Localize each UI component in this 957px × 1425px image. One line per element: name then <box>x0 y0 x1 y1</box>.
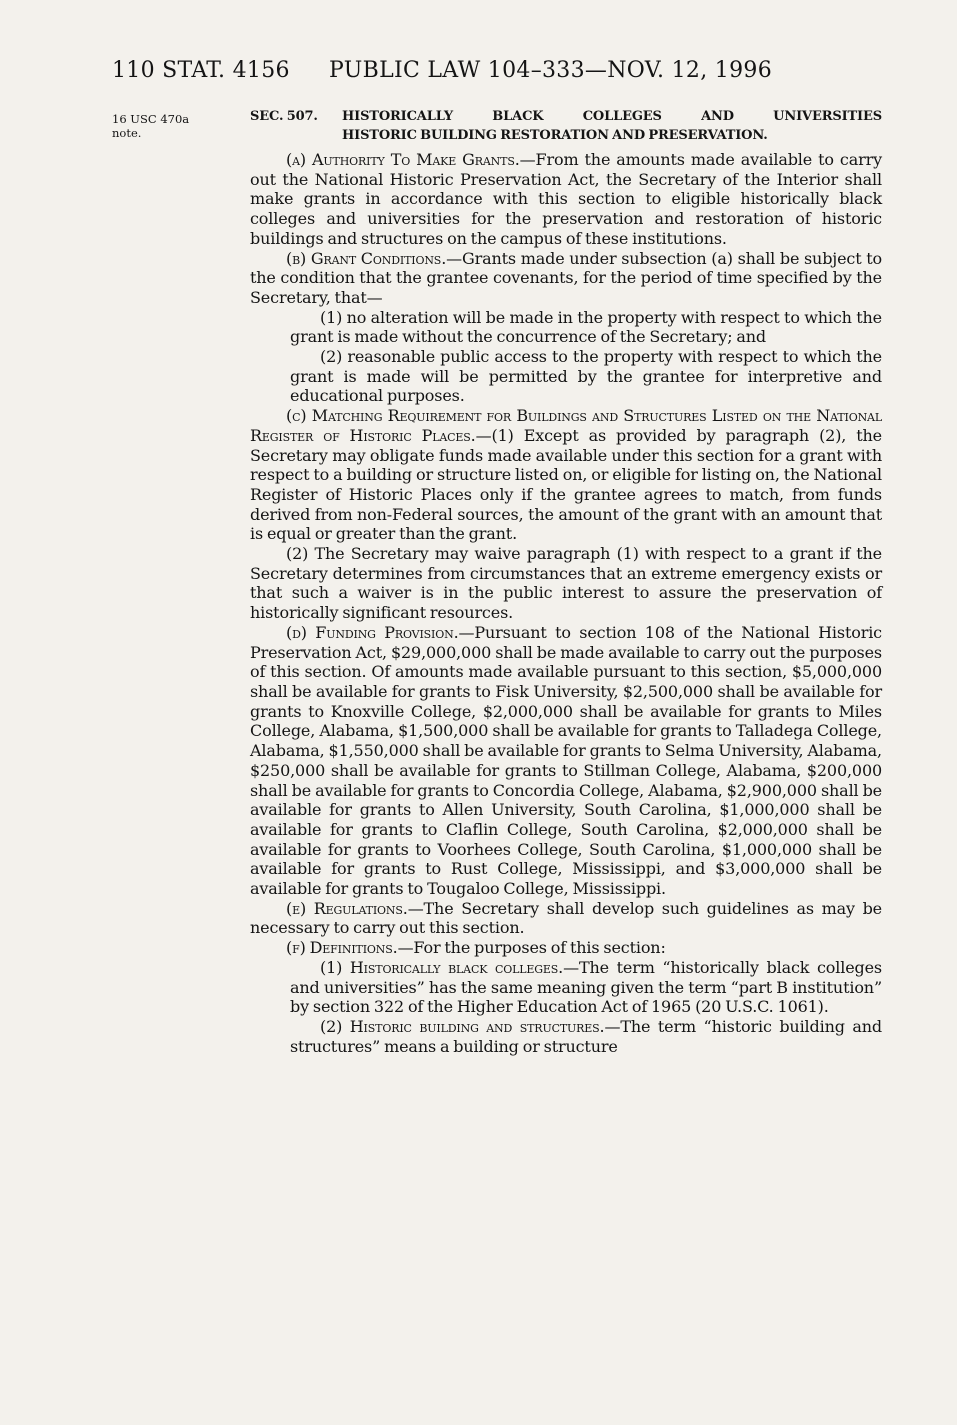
paragraph-e-text: —The Secretary shall develop such guidelines as may be necessary to carry out this section. <box>250 898 882 938</box>
paragraph-f1-heading: (1) Historically black colleges. <box>320 957 564 977</box>
paragraph-b-heading: (b) Grant Conditions. <box>286 248 447 268</box>
paragraph-f <box>250 938 882 958</box>
paragraph-a-heading: (a) Authority To Make Grants. <box>286 150 520 169</box>
paragraph-b <box>250 249 882 308</box>
paragraph-f-heading: (f) Definitions. <box>286 938 398 958</box>
margin-note-line1: 16 USC 470a <box>112 112 190 126</box>
section-number: SEC. 507. <box>250 109 318 124</box>
paragraph-e <box>250 899 882 938</box>
margin-note-line2: note. <box>112 126 142 140</box>
paragraph-d-text: —Pursuant to section 108 of the National Historic Preservation Act, $29,000,000 shall be made available to carry out the purposes of this section. Of amounts made available pursuant to this section, $5,000,000 shall be available for grants to Fisk University, $2,500,000 shall be available for grants to Knoxville College, $2,000,000 shall be available for grants to Miles College, Alabama, $1,500,000 shall be available for grants to Talladega College, Alabama, $1,550,000 shall be available for grants to Selma University, Alabama, $250,000 shall be available for grants to Stillman College, Alabama, $200,000 shall be available for grants to Concordia College, Alabama, $2,900,000 shall be available for grants to Allen University, South Carolina, $1,000,000 shall be available for grants to Claflin College, South Carolina, $2,000,000 shall be available for grants to Voorhees College, South Carolina, $1,000,000 shall be available for grants to Rust College, Mississippi, and $3,000,000 shall be available for grants to Tougaloo College, Mississippi. <box>250 622 882 899</box>
document-body <box>250 107 882 1056</box>
paragraph-f2 <box>250 1017 882 1056</box>
paragraph-f2-text: —The term “historic building and structures” means a building or structure <box>290 1016 882 1056</box>
law-citation: PUBLIC LAW 104–333—NOV. 12, 1996 <box>329 58 772 83</box>
paragraph-a-text: —From the amounts made available to carry out the National Historic Preservation Act, the Secretary of the Interior shall make grants in accordance with this section to eligible historically black colleges and universities for the preservation and restoration of historic buildings and structures on the campus of these institutions. <box>250 150 883 248</box>
paragraph-f2-heading: (2) Historic building and structures. <box>320 1016 605 1036</box>
paragraph-c-text: —(1) Except as provided by paragraph (2), the Secretary may obligate funds made available under this section for a grant with respect to a building or structure listed on, or eligible for listing on, the National Register of Historic Places only if the grantee agrees to match, from funds derived from non-Federal sources, the amount of the grant with an amount that is equal or greater than the grant. <box>250 425 882 544</box>
stat-page: 110 STAT. 4156 <box>112 58 290 83</box>
paragraph-d-heading: (d) Funding Provision. <box>286 622 459 642</box>
section-heading <box>250 107 882 145</box>
paragraph-b-text: —Grants made under subsection (a) shall be subject to the condition that the grantee covenants, for the period of time specified by the Secretary, that— <box>250 248 882 307</box>
section-title-line2: HISTORIC BUILDING RESTORATION AND PRESERVATION. <box>342 128 768 143</box>
page-header <box>112 58 772 83</box>
paragraph-f1 <box>250 958 882 1017</box>
paragraph-c2: (2) The Secretary may waive paragraph (1) with respect to a grant if the Secretary determines from circumstances that an extreme emergency exists or that such a waiver is in the public interest to assure the preservation of historically significant resources. <box>250 544 882 623</box>
paragraph-a <box>250 150 882 249</box>
paragraph-e-heading: (e) Regulations. <box>286 898 408 918</box>
paragraph-c-heading: (c) Matching Requirement for Buildings and Structures Listed on the National Register of Historic Places. <box>250 406 882 445</box>
paragraph-c <box>250 406 882 544</box>
paragraph-b2: (2) reasonable public access to the property with respect to which the grant is made will be permitted by the grantee for interpretive and educational purposes. <box>290 347 882 406</box>
paragraph-f-text: —For the purposes of this section: <box>397 938 666 958</box>
margin-note <box>112 112 212 140</box>
paragraph-f1-text: —The term “historically black colleges and universities” has the same meaning given the term “part B institution” by section 322 of the Higher Education Act of 1965 (20 U.S.C. 1061). <box>290 957 882 1017</box>
paragraph-b1: (1) no alteration will be made in the property with respect to which the grant is made without the concurrence of the Secretary; and <box>290 307 882 347</box>
section-title-line1: HISTORICALLY BLACK COLLEGES AND UNIVERSITIES <box>342 109 882 124</box>
paragraph-d <box>250 623 882 899</box>
